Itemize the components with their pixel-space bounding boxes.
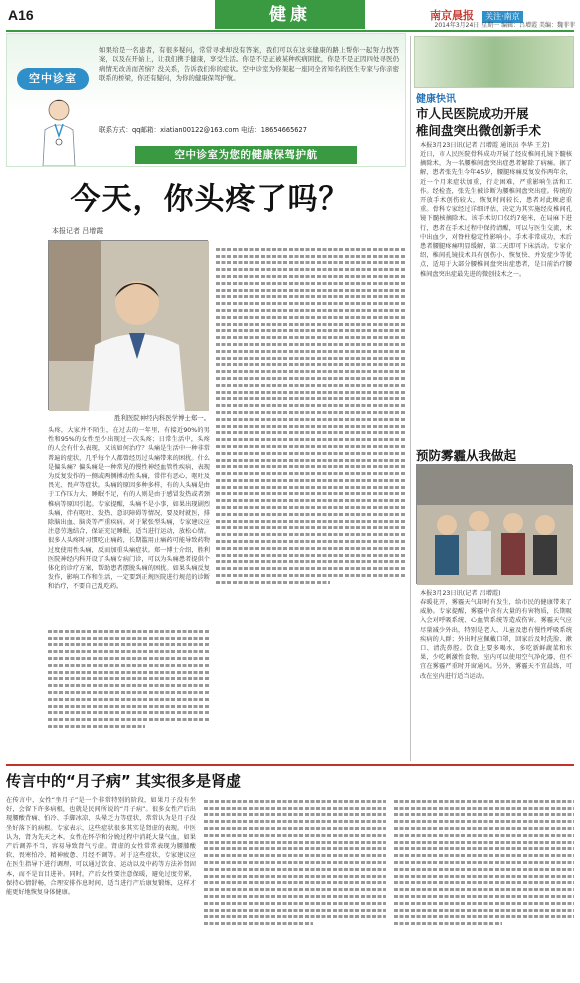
prevent-body: 春暖花开，雾霾天气却时有发生，给市民的健康带来了威胁。专家提醒，雾霾中含有大量的有害物质，长期吸入会对呼吸系统、心血管系统等造成伤害。雾霾天气应尽量减少外出，特别是老人、儿童及患有慢性呼吸系统疾病的人群；外出时应佩戴口罩，回家后及时洗脸、漱口、清洗鼻腔。饮食上要多喝水，多吃新鲜蔬菜和水果，少吃刺激性食物。室内可以使用空气净化器，但不宜在雾霾严重时开窗通风。另外，雾霾天不宜晨练，可改在室内进行适当运动。: [420, 599, 572, 680]
prevent-title: 预防雾霾从我做起: [416, 448, 517, 463]
article-col-2: [216, 244, 406, 586]
article-body-intro: 头疼，大家并不陌生，在过去的一年里，有接近90%的男性和95%的女性至少出现过一次头疼；日常生活中，头疼的人会有什么表现，又该如何治疗？头痛是生活中一种非常普遍的症状，几乎每个人都曾经历过头痛带来的困扰。什么是偏头痛？偏头痛是一种常见的慢性神经血管性疾病，表现为反复发作的一侧或两侧搏动性头痛，常伴有恶心、呕吐及畏光、畏声等症状。头痛的原因多种多样，有的人头痛是由于工作压力大、睡眠不足，有的人则是由于感冒发热或者颈椎病等原因引起。专家提醒，头痛不是小事，如果出现剧烈头痛，伴有呕吐、发热、意识障碍等情况，要及时就医，排除脑出血、脑炎等严重疾病。对于紧张型头痛，专家建议应注意劳逸结合，保证充足睡眠，适当进行运动，放松心情。很多人头疼时习惯吃止痛药，长期滥用止痛药可能导致药物过度使用性头痛，反而加重头痛症状。郑一博士介绍，胜利医院神经内科开设了头痛专病门诊，可以为头痛患者提供个体化的诊疗方案，帮助患者摆脱头痛的困扰。如果头痛反复发作，影响工作和生活，一定要到正规医院进行规范的诊断和治疗，不要自己乱吃药。: [48, 427, 210, 591]
column-logo-text: 空中诊室: [29, 73, 77, 85]
page-header: [0, 0, 580, 30]
article-col-1-tail: [48, 626, 210, 730]
doctor-photo-icon: [49, 241, 209, 411]
sidebar-body: 近日，市人民医院骨科成功开展了经皮椎间孔镜下髓核摘除术，为一名腰椎间盘突出症患者解除了病痛。据了解，患者张先生今年45岁，腰腿疼痛反复发作两年余，近一个月来症状加重，行走困难，严重影响生活和工作。经检查，张先生被诊断为腰椎间盘突出症。传统的开放手术创伤较大，恢复时间较长，患者对此顾虑重重。骨科专家经过详细评估，决定为其实施经皮椎间孔镜下髓核摘除术。该手术切口仅约7毫米，在局麻下进行，患者在手术过程中保持清醒，可以与医生交流，术中出血少，对脊柱稳定性影响小。手术非常成功，术后患者腰腿疼痛明显缓解，第二天即可下床活动。专家介绍，椎间孔镜技术具有创伤小、恢复快、并发症少等优点，适用于大部分腰椎间盘突出症患者，是目前治疗腰椎间盘突出症最先进的微创技术之一。: [420, 151, 572, 278]
bottom-body: 在传言中，女性“坐月子”是一个非常特别的阶段，如果月子没有坐好，会留下许多病根，也就是民间所说的“月子病”。很多女性产后出现腰酸背痛、怕冷、手脚冰凉、头晕乏力等症状，常常认为是月子没坐好落下的病根。专家表示，这些症状很多其实是肾虚的表现。中医认为，肾为先天之本，女性在怀孕和分娩过程中消耗大量气血，如果产后调养不当，容易导致肾气亏虚。肾虚的女性常常表现为腰膝酸软、畏寒怕冷、精神疲惫、月经不调等。对于这些症状，专家建议应在医生指导下进行调理，可以通过饮食、运动以及中药等方法补肾固本，而不是盲目进补。同时，产后女性要注意保暖，避免过度劳累，保持心情舒畅，合理安排作息时间，适当进行产后康复锻炼，这样才能更好地恢复身体健康。: [6, 797, 196, 897]
article-headline: 今天，你头疼了吗？: [70, 183, 350, 216]
paper-name: 南京晨报: [430, 10, 474, 22]
prevent-photo-icon: [417, 465, 573, 585]
column-logo: [17, 68, 89, 90]
doctor-photo: [48, 240, 208, 410]
column-slogan-bar: [135, 146, 357, 164]
column-slogan: 空中诊室为您的健康保驾护航: [174, 149, 318, 161]
bottom-col-3: [394, 796, 574, 928]
date-line: 2014年3月24日 星期一 编辑：吕增霞 美编：魏菲菲: [434, 22, 575, 29]
header-rule: [6, 30, 574, 32]
masthead: [430, 4, 523, 22]
sidebar-byline: 本报3月23日讯(记者 吕增霞 通讯员 李华 王芳): [420, 142, 550, 149]
doctor-cartoon-icon: [37, 96, 81, 166]
column-contact: 联系方式：qq邮箱：xiatian00122@163.com 电话：18654665627: [99, 126, 307, 134]
article-byline: 本报记者 吕增霞: [52, 227, 104, 235]
section-tab: [215, 0, 365, 29]
photo-caption: 胜利医院神经内科医学博士郑一。: [114, 414, 210, 422]
sidebar-headline-2: 椎间盘突出微创新手术: [416, 123, 542, 138]
bottom-headline: 传言中的“月子病” 其实很多是肾虚: [6, 772, 241, 790]
sidebar-label: 健康快讯: [416, 94, 456, 105]
paper-tag: 关注·南京: [482, 11, 523, 23]
bottom-col-2: [204, 796, 386, 928]
page-number: A16: [8, 7, 34, 23]
column-intro: 如果给是一名患者，有很多疑问，常常寻求却没有答案，我们可以在这来健康的路上帮你一起努力找答案，以及在开始上，让我们携手健康，享受生活。你是不是正被某种疾病困扰，你是不是正因四处寻医仍病情无改善而苦恼？没关系，告诉我们你的症状。空中诊室为你架起一座同全省知名的医生专家与你亲密联系的桥梁，你还有疑问，为你的健康保驾护航。: [99, 46, 399, 83]
sidebar-divider: [410, 36, 411, 761]
column-banner: [6, 33, 406, 167]
section-title: 健康: [269, 5, 311, 24]
prevent-photo: [416, 464, 572, 584]
prevent-byline: 本报3月23日讯(记者 吕增霞): [420, 590, 501, 597]
bottom-rule: [6, 764, 574, 766]
sidebar-photo-strip: [414, 36, 574, 88]
sidebar-headline-1: 市人民医院成功开展: [416, 106, 529, 121]
